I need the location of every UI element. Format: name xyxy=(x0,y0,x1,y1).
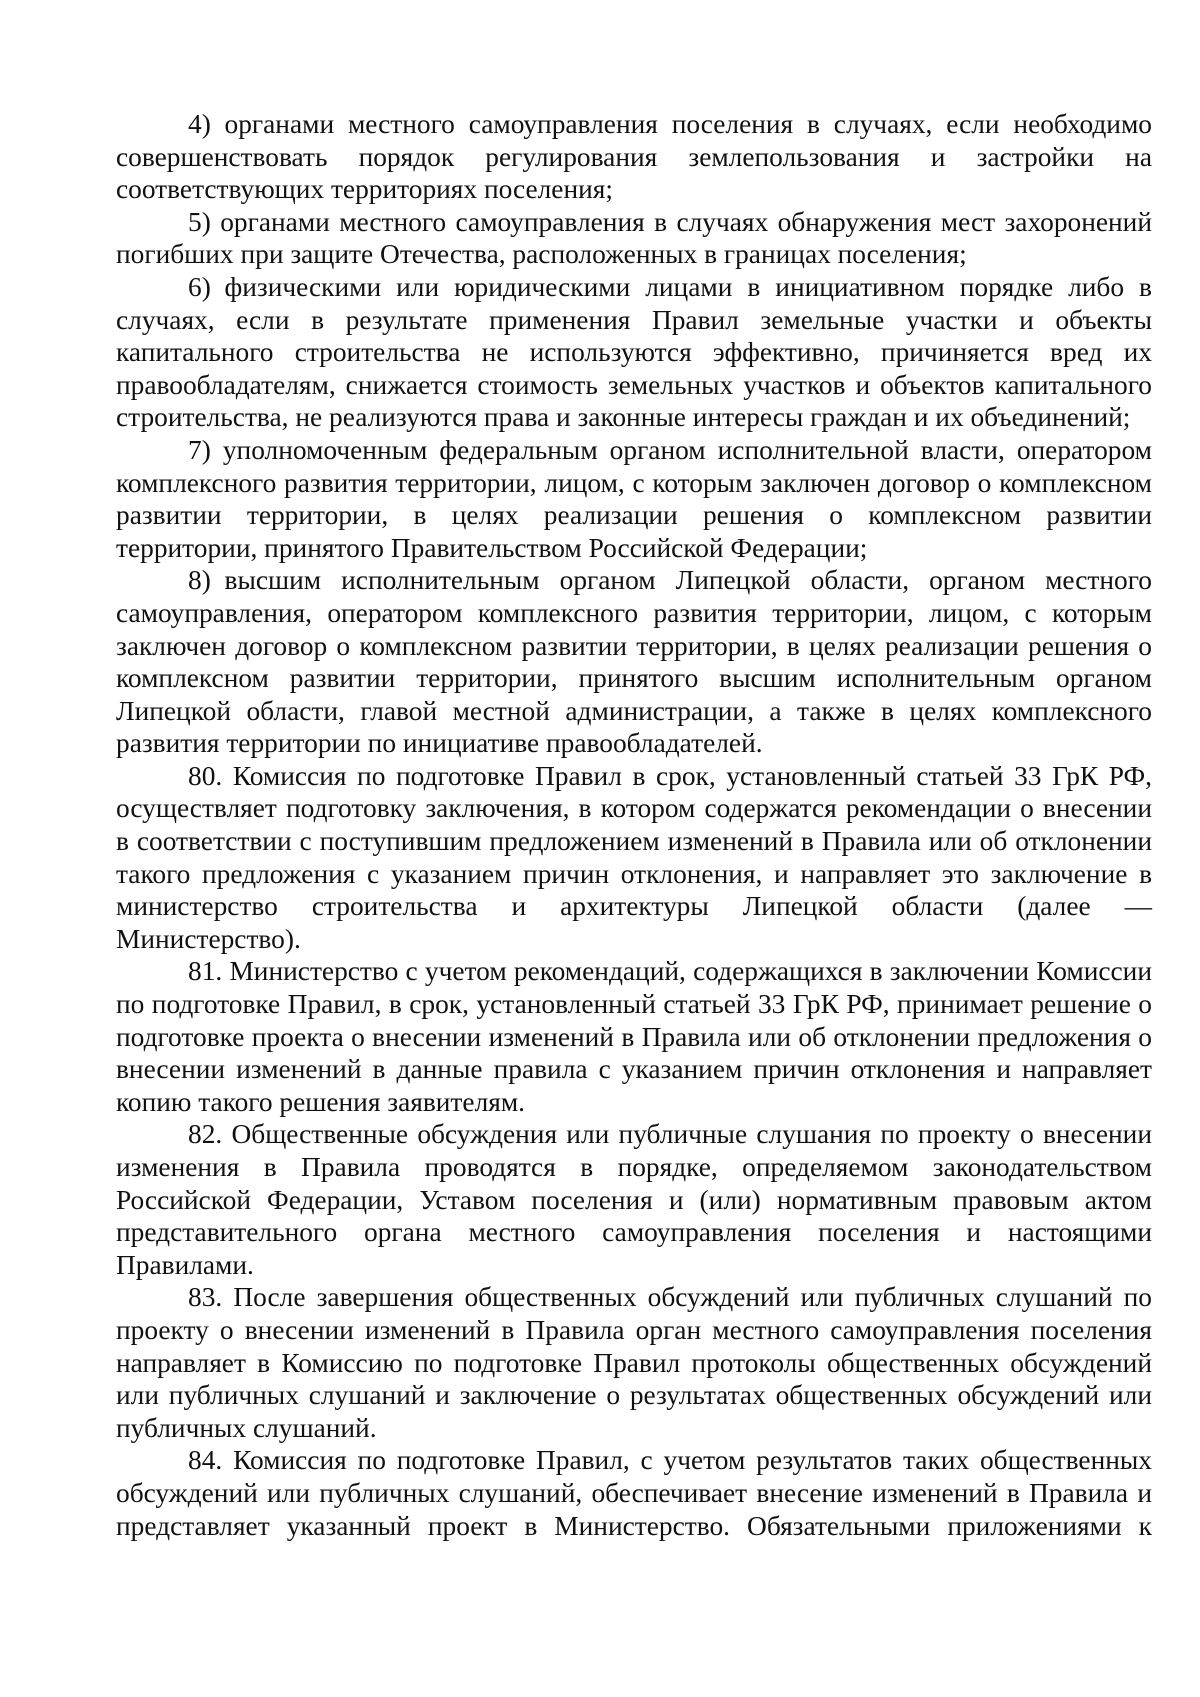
paragraph-clause-84: 84. Комиссия по подготовке Правил, с учетом результатов таких общественных обсуждений или публичных слушаний, обеспечивает внесение изменений в Правила и представляет указанный проект в Министерство. Обязательными приложениями к xyxy=(116,1445,1152,1541)
paragraph-item-7: 7) уполномоченным федеральным органом исполнительной власти, оператором комплексного развития территории, лицом, с которым заключен договор о комплексном развитии территории, в целях реализации решения о комплексном развитии территории, принятого Правительством Российской Федерации; xyxy=(116,434,1152,563)
paragraph-clause-80: 80. Комиссия по подготовке Правил в срок, установленный статьей 33 ГрК РФ, осуществляет подготовку заключения, в котором содержатся рекомендации о внесении в соответствии с поступившим предложением изменений в Правила или об отклонении такого предложения с указанием причин отклонения, и направляет это заключение в министерство строительства и архитектуры Липецкой области (далее — Министерство). xyxy=(116,760,1152,954)
paragraph-item-4: 4) органами местного самоуправления поселения в случаях, если необходимо совершенствовать порядок регулирования землепользования и застройки на соответствующих территориях поселения; xyxy=(116,109,1152,205)
paragraph-item-6: 6) физическими или юридическими лицами в инициативном порядке либо в случаях, если в результате применения Правил земельные участки и объекты капитального строительства не используются эффективно, причиняется вред их правообладателям, снижается стоимость земельных участков и объектов капитального строительства, не реализуются права и законные интересы граждан и их объединений; xyxy=(116,271,1152,433)
paragraph-clause-81: 81. Министерство с учетом рекомендаций, содержащихся в заключении Комиссии по подготовке Правил, в срок, установленный статьей 33 ГрК РФ, принимает решение о подготовке проекта о внесении изменений в Правила или об отклонении предложения о внесении изменений в данные правила с указанием причин отклонения и направляет копию такого решения заявителям. xyxy=(116,956,1152,1117)
paragraph-item-8: 8) высшим исполнительным органом Липецкой области, органом местного самоуправления, оператором комплексного развития территории, лицом, с которым заключен договор о комплексном развитии территории, в целях реализации решения о комплексном развитии территории, принятого высшим исполнительным органом Липецкой области, главой местной администрации, а также в целях комплексного развития территории по инициативе правообладателей. xyxy=(116,565,1152,759)
document-page xyxy=(116,108,1152,1542)
paragraph-item-5: 5) органами местного самоуправления в случаях обнаружения мест захоронений погибших при защите Отечества, расположенных в границах поселения; xyxy=(116,206,1152,270)
paragraph-clause-82: 82. Общественные обсуждения или публичные слушания по проекту о внесении изменения в Правила проводятся в порядке, определяемом законодательством Российской Федерации, Уставом поселения и (или) нормативным правовым актом представительного органа местного самоуправления поселения и настоящими Правилами. xyxy=(116,1119,1152,1280)
paragraph-clause-83: 83. После завершения общественных обсуждений или публичных слушаний по проекту о внесении изменений в Правила орган местного самоуправления поселения направляет в Комиссию по подготовке Правил протоколы общественных обсуждений или публичных слушаний и заключение о результатах общественных обсуждений или публичных слушаний. xyxy=(116,1282,1152,1443)
